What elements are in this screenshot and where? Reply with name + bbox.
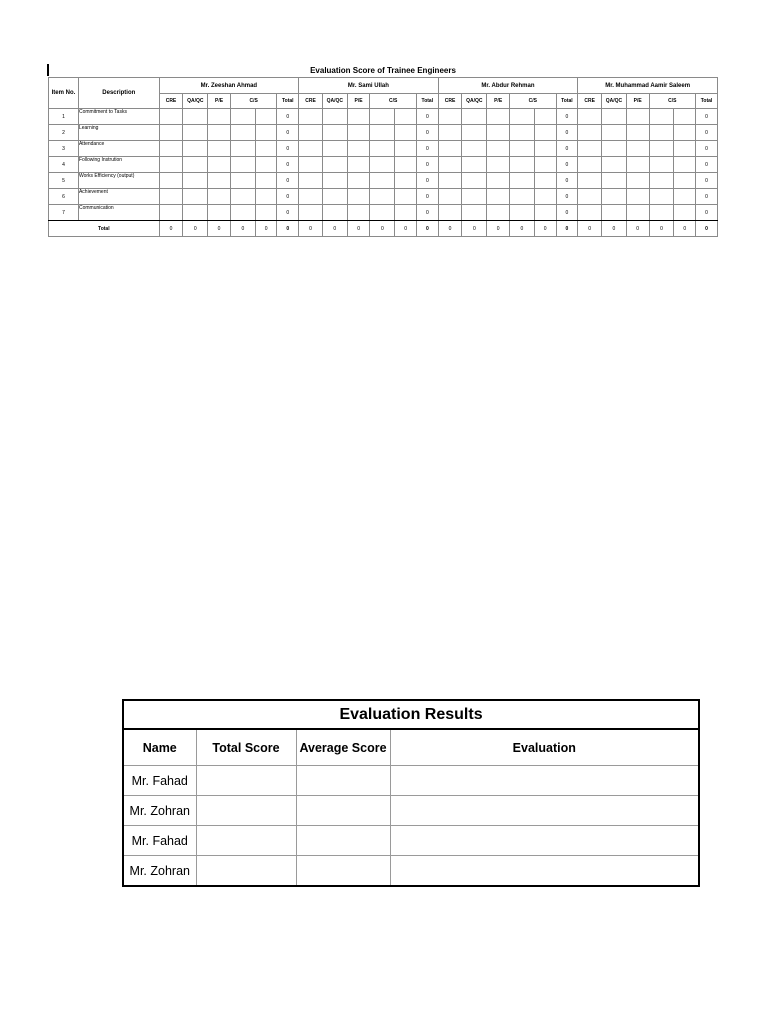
score-cell[interactable] bbox=[183, 125, 208, 141]
item-number: 5 bbox=[49, 173, 79, 189]
results-table bbox=[122, 699, 700, 887]
score-cell[interactable] bbox=[462, 109, 487, 125]
column-total-cell: 0 bbox=[626, 221, 649, 237]
score-cell[interactable] bbox=[649, 189, 674, 205]
total-score-cell[interactable] bbox=[196, 826, 296, 856]
row-total-cell: 0 bbox=[696, 173, 718, 189]
score-cell[interactable] bbox=[462, 125, 487, 141]
score-cell[interactable] bbox=[208, 189, 231, 205]
table-row bbox=[49, 125, 718, 141]
score-cell[interactable] bbox=[370, 141, 395, 157]
score-cell[interactable] bbox=[578, 125, 602, 141]
score-cell[interactable] bbox=[159, 125, 183, 141]
score-cell[interactable] bbox=[487, 189, 510, 205]
sub-column-header: CRE bbox=[578, 94, 602, 109]
score-cell[interactable] bbox=[370, 205, 395, 221]
average-score-cell[interactable] bbox=[296, 766, 390, 796]
score-cell[interactable] bbox=[462, 189, 487, 205]
score-cell[interactable] bbox=[208, 205, 231, 221]
column-total-cell: 0 bbox=[510, 221, 535, 237]
score-cell[interactable] bbox=[462, 173, 487, 189]
results-row bbox=[123, 766, 699, 796]
score-cell[interactable] bbox=[674, 141, 696, 157]
score-cell[interactable] bbox=[299, 109, 323, 125]
score-cell[interactable] bbox=[347, 141, 370, 157]
sub-column-header: C/S bbox=[649, 94, 696, 109]
score-cell[interactable] bbox=[626, 157, 649, 173]
results-row bbox=[123, 856, 699, 887]
sub-column-header: QA/QC bbox=[462, 94, 487, 109]
results-row bbox=[123, 826, 699, 856]
score-cell[interactable] bbox=[255, 125, 277, 141]
column-total-cell: 0 bbox=[416, 221, 438, 237]
sub-column-header: QA/QC bbox=[602, 94, 627, 109]
result-name: Mr. Zohran bbox=[123, 796, 196, 826]
column-total-cell: 0 bbox=[602, 221, 627, 237]
item-description: Commitment to Tasks bbox=[78, 109, 159, 125]
score-cell[interactable] bbox=[578, 109, 602, 125]
score-cell[interactable] bbox=[510, 205, 535, 221]
score-cell[interactable] bbox=[208, 173, 231, 189]
score-cell[interactable] bbox=[299, 125, 323, 141]
engineer-header: Mr. Sami Ullah bbox=[299, 78, 439, 94]
table-row bbox=[49, 173, 718, 189]
score-cell[interactable] bbox=[208, 109, 231, 125]
score-cell[interactable] bbox=[649, 141, 674, 157]
score-cell[interactable] bbox=[395, 125, 417, 141]
sub-column-header: C/S bbox=[510, 94, 557, 109]
average-score-cell[interactable] bbox=[296, 796, 390, 826]
item-description: Attendance bbox=[78, 141, 159, 157]
total-score-cell[interactable] bbox=[196, 766, 296, 796]
score-cell[interactable] bbox=[602, 109, 627, 125]
score-cell[interactable] bbox=[602, 141, 627, 157]
score-cell[interactable] bbox=[183, 189, 208, 205]
results-title: Evaluation Results bbox=[123, 700, 699, 729]
score-cell[interactable] bbox=[347, 125, 370, 141]
score-cell[interactable] bbox=[322, 157, 347, 173]
score-cell[interactable] bbox=[208, 141, 231, 157]
score-cell[interactable] bbox=[602, 173, 627, 189]
row-total-cell: 0 bbox=[416, 205, 438, 221]
row-total-cell: 0 bbox=[277, 189, 299, 205]
row-total-cell: 0 bbox=[277, 125, 299, 141]
row-total-cell: 0 bbox=[696, 189, 718, 205]
score-cell[interactable] bbox=[255, 189, 277, 205]
score-cell[interactable] bbox=[602, 125, 627, 141]
engineer-header: Mr. Zeeshan Ahmad bbox=[159, 78, 299, 94]
score-cell[interactable] bbox=[438, 189, 462, 205]
score-cell[interactable] bbox=[395, 157, 417, 173]
score-cell[interactable] bbox=[438, 125, 462, 141]
row-total-cell: 0 bbox=[416, 125, 438, 141]
score-cell[interactable] bbox=[230, 109, 255, 125]
score-cell[interactable] bbox=[674, 189, 696, 205]
score-cell[interactable] bbox=[534, 189, 556, 205]
score-cell[interactable] bbox=[230, 157, 255, 173]
score-cell[interactable] bbox=[183, 205, 208, 221]
score-cell[interactable] bbox=[534, 125, 556, 141]
score-cell[interactable] bbox=[626, 125, 649, 141]
score-cell[interactable] bbox=[438, 173, 462, 189]
column-total-cell: 0 bbox=[183, 221, 208, 237]
score-cell[interactable] bbox=[208, 157, 231, 173]
score-cell[interactable] bbox=[230, 141, 255, 157]
row-total-cell: 0 bbox=[556, 141, 578, 157]
score-cell[interactable] bbox=[649, 109, 674, 125]
column-total-cell: 0 bbox=[462, 221, 487, 237]
row-total-cell: 0 bbox=[277, 173, 299, 189]
result-name: Mr. Zohran bbox=[123, 856, 196, 887]
total-score-header: Total Score bbox=[196, 729, 296, 766]
score-cell[interactable] bbox=[322, 205, 347, 221]
score-cell[interactable] bbox=[347, 109, 370, 125]
score-cell[interactable] bbox=[395, 205, 417, 221]
score-cell[interactable] bbox=[370, 173, 395, 189]
score-cell[interactable] bbox=[487, 205, 510, 221]
score-cell[interactable] bbox=[230, 189, 255, 205]
score-cell[interactable] bbox=[370, 125, 395, 141]
score-cell[interactable] bbox=[347, 157, 370, 173]
description-header: Description bbox=[78, 78, 159, 109]
score-cell[interactable] bbox=[534, 205, 556, 221]
score-cell[interactable] bbox=[578, 141, 602, 157]
sub-column-header: C/S bbox=[230, 94, 277, 109]
column-total-cell: 0 bbox=[277, 221, 299, 237]
sub-column-header: QA/QC bbox=[322, 94, 347, 109]
score-cell[interactable] bbox=[487, 157, 510, 173]
sub-column-header: P/E bbox=[487, 94, 510, 109]
score-cell[interactable] bbox=[347, 189, 370, 205]
score-cell[interactable] bbox=[395, 109, 417, 125]
sub-column-header: CRE bbox=[299, 94, 323, 109]
score-sheet-title: Evaluation Score of Trainee Engineers bbox=[310, 66, 456, 75]
score-cell[interactable] bbox=[183, 141, 208, 157]
evaluation-cell[interactable] bbox=[390, 766, 699, 796]
score-cell[interactable] bbox=[230, 173, 255, 189]
score-cell[interactable] bbox=[626, 141, 649, 157]
score-cell[interactable] bbox=[674, 173, 696, 189]
column-total-cell: 0 bbox=[347, 221, 370, 237]
score-cell[interactable] bbox=[578, 157, 602, 173]
score-cell[interactable] bbox=[510, 157, 535, 173]
row-total-cell: 0 bbox=[556, 157, 578, 173]
engineer-header: Mr. Abdur Rehman bbox=[438, 78, 578, 94]
score-cell[interactable] bbox=[626, 173, 649, 189]
score-cell[interactable] bbox=[510, 189, 535, 205]
score-cell[interactable] bbox=[438, 157, 462, 173]
score-cell[interactable] bbox=[649, 205, 674, 221]
score-cell[interactable] bbox=[395, 173, 417, 189]
score-cell[interactable] bbox=[322, 189, 347, 205]
column-total-cell: 0 bbox=[159, 221, 183, 237]
item-description: Communication bbox=[78, 205, 159, 221]
table-row bbox=[49, 109, 718, 125]
score-cell[interactable] bbox=[578, 205, 602, 221]
score-cell[interactable] bbox=[626, 189, 649, 205]
row-total-cell: 0 bbox=[556, 189, 578, 205]
score-cell[interactable] bbox=[462, 205, 487, 221]
row-total-cell: 0 bbox=[416, 157, 438, 173]
score-cell[interactable] bbox=[299, 205, 323, 221]
score-cell[interactable] bbox=[438, 141, 462, 157]
row-total-cell: 0 bbox=[416, 189, 438, 205]
score-cell[interactable] bbox=[347, 173, 370, 189]
score-cell[interactable] bbox=[534, 173, 556, 189]
score-cell[interactable] bbox=[674, 109, 696, 125]
total-score-cell[interactable] bbox=[196, 856, 296, 887]
score-cell[interactable] bbox=[159, 189, 183, 205]
evaluation-header: Evaluation bbox=[390, 729, 699, 766]
item-number: 4 bbox=[49, 157, 79, 173]
score-cell[interactable] bbox=[674, 125, 696, 141]
score-cell[interactable] bbox=[438, 205, 462, 221]
row-total-cell: 0 bbox=[696, 141, 718, 157]
total-score-cell[interactable] bbox=[196, 796, 296, 826]
row-total-cell: 0 bbox=[416, 141, 438, 157]
column-total-cell: 0 bbox=[395, 221, 417, 237]
column-total-cell: 0 bbox=[649, 221, 674, 237]
score-cell[interactable] bbox=[255, 205, 277, 221]
average-score-header: Average Score bbox=[296, 729, 390, 766]
name-header: Name bbox=[123, 729, 196, 766]
sub-column-header: P/E bbox=[208, 94, 231, 109]
score-cell[interactable] bbox=[255, 173, 277, 189]
row-total-cell: 0 bbox=[556, 205, 578, 221]
score-cell[interactable] bbox=[322, 141, 347, 157]
score-cell[interactable] bbox=[487, 173, 510, 189]
column-total-cell: 0 bbox=[255, 221, 277, 237]
score-cell[interactable] bbox=[395, 141, 417, 157]
score-cell[interactable] bbox=[510, 109, 535, 125]
score-cell[interactable] bbox=[462, 141, 487, 157]
column-total-cell: 0 bbox=[438, 221, 462, 237]
table-row bbox=[49, 157, 718, 173]
score-cell[interactable] bbox=[487, 141, 510, 157]
score-cell[interactable] bbox=[183, 157, 208, 173]
score-cell[interactable] bbox=[208, 125, 231, 141]
sub-column-header: Total bbox=[416, 94, 438, 109]
score-cell[interactable] bbox=[299, 141, 323, 157]
score-cell[interactable] bbox=[370, 189, 395, 205]
score-cell[interactable] bbox=[602, 157, 627, 173]
score-cell[interactable] bbox=[347, 205, 370, 221]
table-row bbox=[49, 205, 718, 221]
score-cell[interactable] bbox=[299, 173, 323, 189]
sub-column-header: Total bbox=[556, 94, 578, 109]
sub-column-header: P/E bbox=[626, 94, 649, 109]
score-cell[interactable] bbox=[255, 141, 277, 157]
result-name: Mr. Fahad bbox=[123, 766, 196, 796]
item-description: Works Efficiency (output) bbox=[78, 173, 159, 189]
item-description: Following Instrution bbox=[78, 157, 159, 173]
score-cell[interactable] bbox=[255, 109, 277, 125]
table-row bbox=[49, 189, 718, 205]
score-cell[interactable] bbox=[626, 205, 649, 221]
results-row bbox=[123, 796, 699, 826]
item-description: Achievement bbox=[78, 189, 159, 205]
item-number: 1 bbox=[49, 109, 79, 125]
score-cell[interactable] bbox=[322, 173, 347, 189]
item-number: 7 bbox=[49, 205, 79, 221]
score-cell[interactable] bbox=[462, 157, 487, 173]
engineer-header: Mr. Muhammad Aamir Saleem bbox=[578, 78, 718, 94]
score-cell[interactable] bbox=[534, 109, 556, 125]
score-cell[interactable] bbox=[370, 109, 395, 125]
row-total-cell: 0 bbox=[277, 205, 299, 221]
score-cell[interactable] bbox=[299, 189, 323, 205]
score-cell[interactable] bbox=[159, 109, 183, 125]
score-cell[interactable] bbox=[649, 157, 674, 173]
column-total-cell: 0 bbox=[487, 221, 510, 237]
sub-column-header: Total bbox=[696, 94, 718, 109]
evaluation-cell[interactable] bbox=[390, 796, 699, 826]
score-cell[interactable] bbox=[626, 109, 649, 125]
score-cell[interactable] bbox=[602, 205, 627, 221]
row-total-cell: 0 bbox=[277, 141, 299, 157]
column-total-cell: 0 bbox=[534, 221, 556, 237]
column-total-cell: 0 bbox=[322, 221, 347, 237]
sub-column-header: CRE bbox=[438, 94, 462, 109]
score-cell[interactable] bbox=[255, 157, 277, 173]
row-total-cell: 0 bbox=[696, 205, 718, 221]
score-cell[interactable] bbox=[159, 157, 183, 173]
sub-column-header: CRE bbox=[159, 94, 183, 109]
score-cell[interactable] bbox=[534, 141, 556, 157]
score-cell[interactable] bbox=[395, 189, 417, 205]
evaluation-cell[interactable] bbox=[390, 856, 699, 887]
score-cell[interactable] bbox=[370, 157, 395, 173]
sub-column-header: Total bbox=[277, 94, 299, 109]
average-score-cell[interactable] bbox=[296, 856, 390, 887]
score-cell[interactable] bbox=[230, 205, 255, 221]
item-number: 2 bbox=[49, 125, 79, 141]
score-cell[interactable] bbox=[322, 125, 347, 141]
column-total-cell: 0 bbox=[578, 221, 602, 237]
score-cell[interactable] bbox=[510, 141, 535, 157]
score-cell[interactable] bbox=[299, 157, 323, 173]
column-total-cell: 0 bbox=[230, 221, 255, 237]
item-number: 3 bbox=[49, 141, 79, 157]
score-cell[interactable] bbox=[510, 173, 535, 189]
column-total-cell: 0 bbox=[696, 221, 718, 237]
column-total-cell: 0 bbox=[299, 221, 323, 237]
score-cell[interactable] bbox=[674, 205, 696, 221]
score-cell[interactable] bbox=[183, 109, 208, 125]
evaluation-cell[interactable] bbox=[390, 826, 699, 856]
column-total-cell: 0 bbox=[674, 221, 696, 237]
total-label: Total bbox=[49, 221, 160, 237]
result-name: Mr. Fahad bbox=[123, 826, 196, 856]
average-score-cell[interactable] bbox=[296, 826, 390, 856]
score-cell[interactable] bbox=[510, 125, 535, 141]
score-cell[interactable] bbox=[322, 109, 347, 125]
row-total-cell: 0 bbox=[556, 173, 578, 189]
score-cell[interactable] bbox=[159, 173, 183, 189]
item-no-header: Item No. bbox=[49, 78, 79, 109]
score-cell[interactable] bbox=[159, 141, 183, 157]
row-total-cell: 0 bbox=[277, 109, 299, 125]
item-description: Learning bbox=[78, 125, 159, 141]
column-total-cell: 0 bbox=[370, 221, 395, 237]
row-total-cell: 0 bbox=[696, 109, 718, 125]
row-total-cell: 0 bbox=[696, 125, 718, 141]
score-cell[interactable] bbox=[487, 109, 510, 125]
score-cell[interactable] bbox=[534, 157, 556, 173]
score-cell[interactable] bbox=[183, 173, 208, 189]
score-cell[interactable] bbox=[578, 189, 602, 205]
sub-column-header: QA/QC bbox=[183, 94, 208, 109]
score-cell[interactable] bbox=[578, 173, 602, 189]
row-total-cell: 0 bbox=[416, 109, 438, 125]
score-cell[interactable] bbox=[438, 109, 462, 125]
score-cell[interactable] bbox=[649, 173, 674, 189]
column-total-cell: 0 bbox=[208, 221, 231, 237]
row-total-cell: 0 bbox=[556, 109, 578, 125]
score-cell[interactable] bbox=[602, 189, 627, 205]
total-row bbox=[49, 221, 718, 237]
row-total-cell: 0 bbox=[696, 157, 718, 173]
row-total-cell: 0 bbox=[416, 173, 438, 189]
score-cell[interactable] bbox=[674, 157, 696, 173]
score-cell[interactable] bbox=[230, 125, 255, 141]
table-row bbox=[49, 141, 718, 157]
item-number: 6 bbox=[49, 189, 79, 205]
score-table bbox=[48, 77, 718, 237]
score-cell[interactable] bbox=[159, 205, 183, 221]
score-cell[interactable] bbox=[487, 125, 510, 141]
score-cell[interactable] bbox=[649, 125, 674, 141]
sub-column-header: P/E bbox=[347, 94, 370, 109]
column-total-cell: 0 bbox=[556, 221, 578, 237]
row-total-cell: 0 bbox=[277, 157, 299, 173]
sub-column-header: C/S bbox=[370, 94, 417, 109]
row-total-cell: 0 bbox=[556, 125, 578, 141]
